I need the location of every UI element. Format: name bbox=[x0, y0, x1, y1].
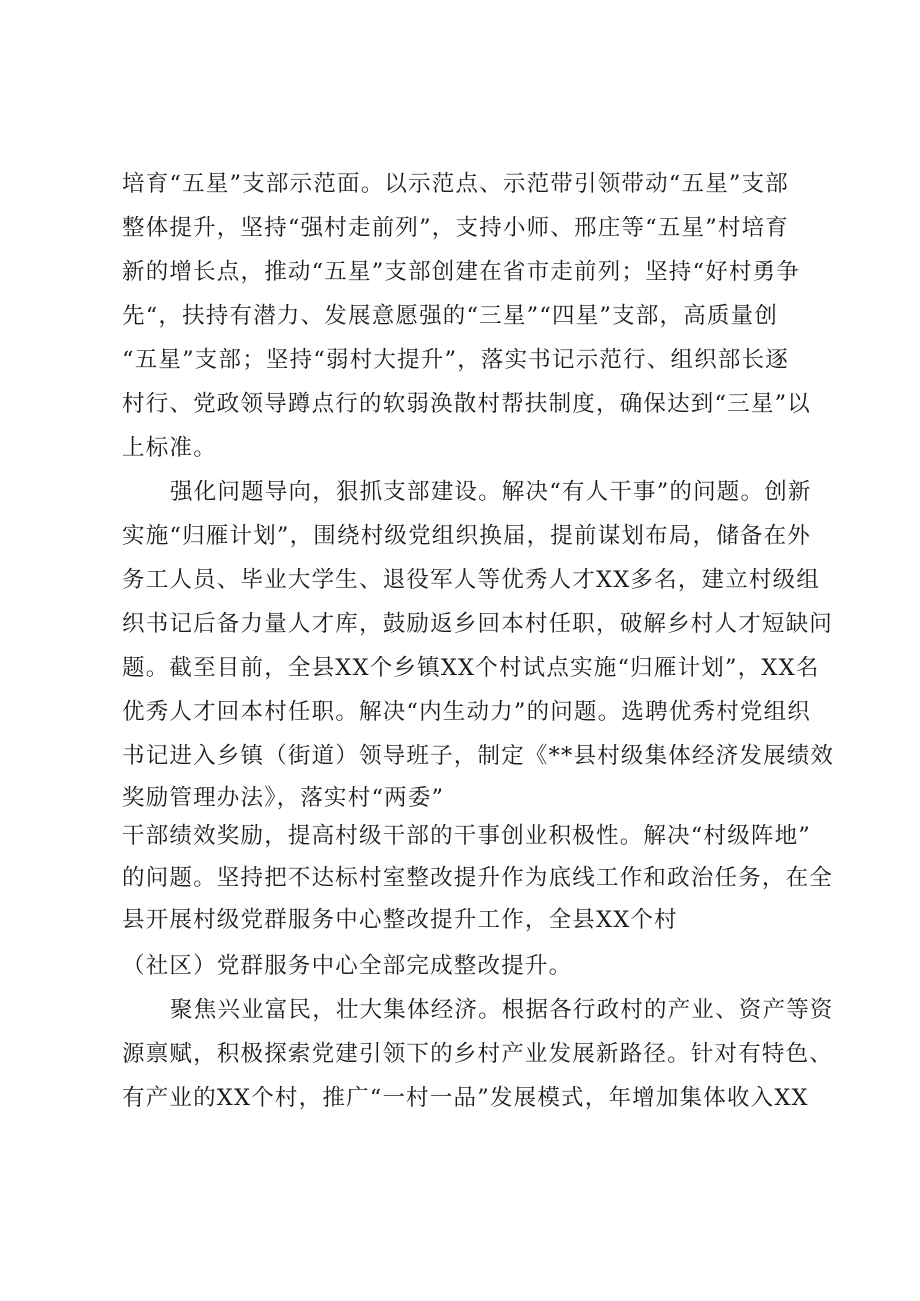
paragraph-line: 务工人员、毕业大学生、退役军人等优秀人才XX多名，建立村级组 bbox=[122, 567, 821, 593]
paragraph-line: 培育“五星”支部示范面。以示范点、示范带引领带动“五星”支部 bbox=[122, 171, 790, 197]
paragraph-line: 县开展村级党群服务中心整改提升工作，全县XX个村 bbox=[122, 907, 678, 933]
paragraph-line: 上标准。 bbox=[122, 435, 217, 461]
paragraph-line: 有产业的XX个村，推广“一村一品”发展模式，年增加集体收入XX bbox=[122, 1085, 809, 1111]
paragraph-line: 织书记后备力量人才库，鼓励返乡回本村任职，破解乡村人才短缺问 bbox=[122, 611, 834, 637]
paragraph-line: 实施“归雁计划”，围绕村级党组织换届，提前谋划布局，储备在外 bbox=[122, 523, 812, 549]
paragraph-line: 先“，扶持有潜力、发展意愿强的“三星”“四星”支部，高质量创 bbox=[122, 303, 779, 329]
paragraph-line: 题。截至目前，全县XX个乡镇XX个村试点实施“归雁计划”，XX名 bbox=[122, 655, 820, 681]
paragraph-line: 整体提升，坚持“强村走前列”，支持小师、邢庄等“五星”村培育 bbox=[122, 215, 790, 241]
paragraph-line: 聚焦兴业富民，壮大集体经济。根据各行政村的产业、资产等资 bbox=[170, 997, 834, 1023]
paragraph-line: 强化问题导向，狠抓支部建设。解决“有人干事”的问题。创新 bbox=[170, 479, 812, 505]
paragraph-line: 新的增长点，推动“五星”支部创建在省市走前列；坚持“好村勇争 bbox=[122, 259, 801, 285]
paragraph-line: “五星”支部；坚持“弱村大提升”，落实书记示范行、组织部长逐 bbox=[122, 347, 790, 373]
paragraph-line: 源禀赋，积极探索党建引领下的乡村产业发展新路径。针对有特色、 bbox=[122, 1041, 834, 1067]
paragraph-line: 的问题。坚持把不达标村室整改提升作为底线工作和政治任务，在全 bbox=[122, 865, 834, 891]
paragraph-line: 干部绩效奖励，提高村级干部的干事创业积极性。解决“村级阵地” bbox=[122, 823, 812, 849]
paragraph-line: （社区）党群服务中心全部完成整改提升。 bbox=[122, 953, 573, 979]
paragraph-line: 奖励管理办法》，落实村“两委” bbox=[122, 785, 445, 811]
paragraph-line: 书记进入乡镇（街道）领导班子，制定《**县村级集体经济发展绩效 bbox=[122, 743, 835, 769]
paragraph-line: 村行、党政领导蹲点行的软弱涣散村帮扶制度，确保达到“三星”以 bbox=[122, 391, 812, 417]
paragraph-line: 优秀人才回本村任职。解决“内生动力”的问题。选聘优秀村党组织 bbox=[122, 699, 812, 725]
